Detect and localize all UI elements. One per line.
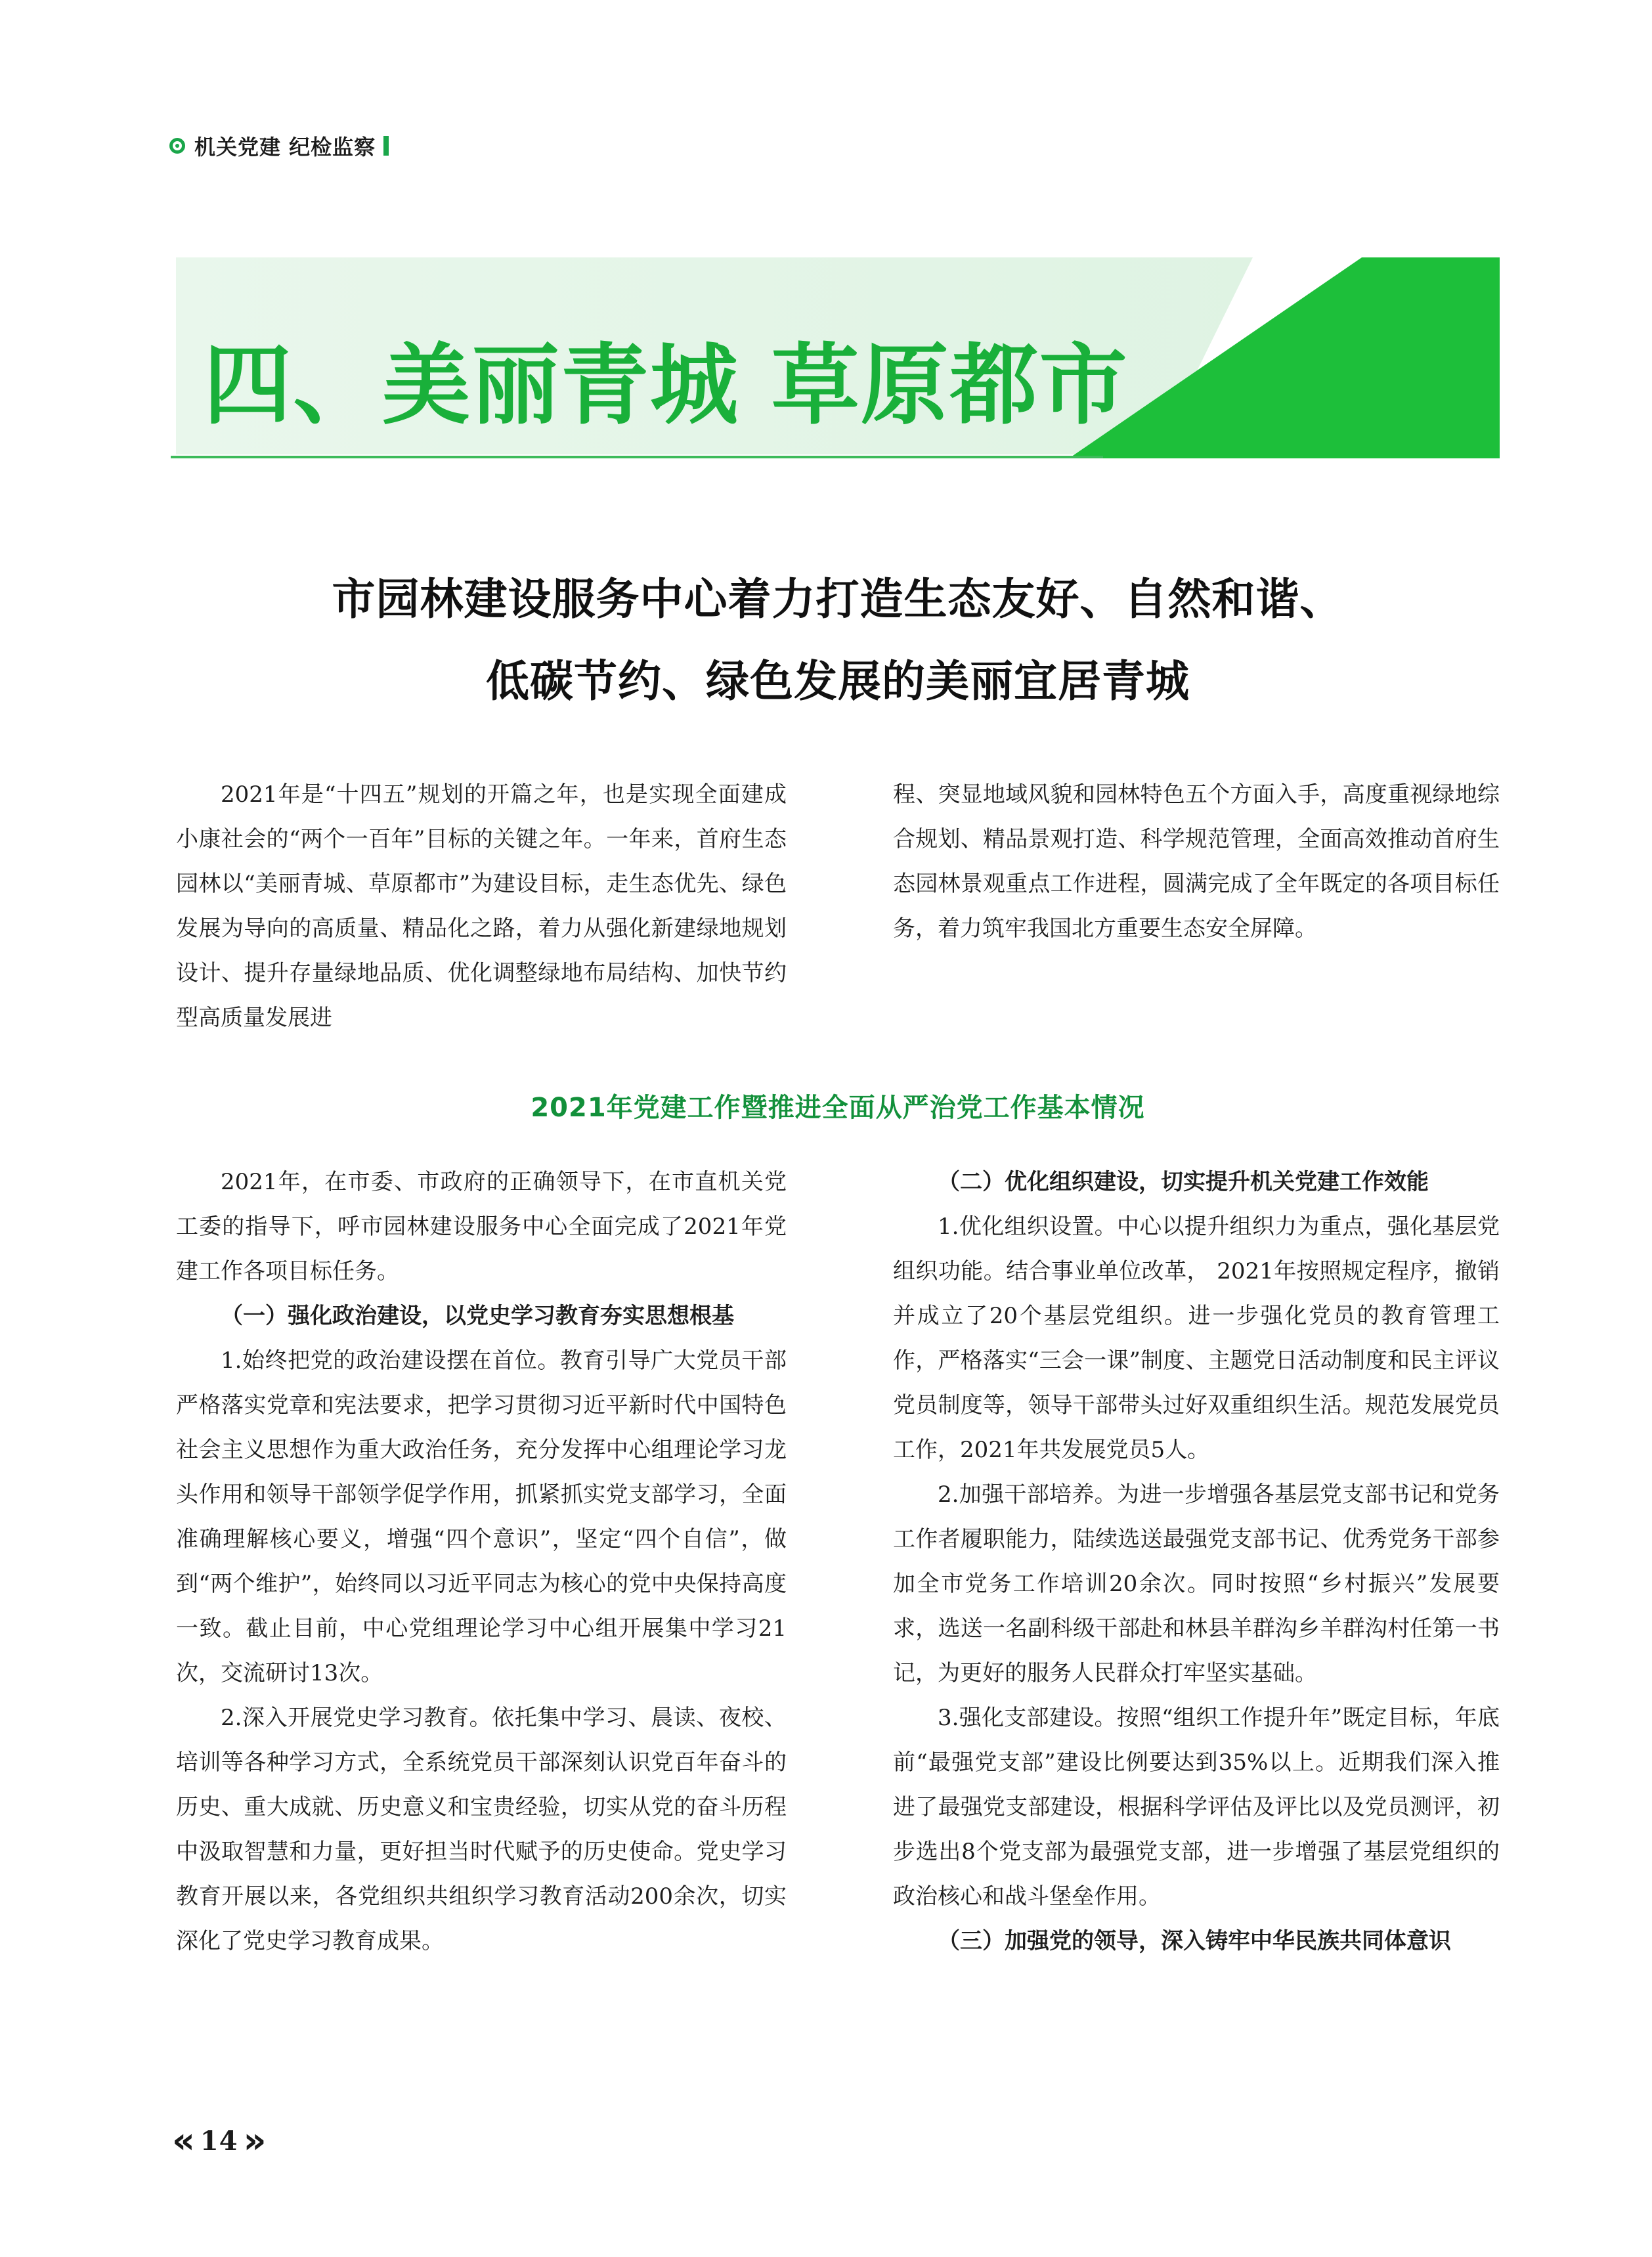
subheading: （三）加强党的领导，深入铸牢中华民族共同体意识: [938, 1928, 1451, 1954]
paragraph-lead: 3.强化支部建设。: [938, 1705, 1117, 1731]
body-paragraph: [176, 1696, 787, 1963]
paragraph-lead: 2.加强干部培养。: [938, 1481, 1117, 1508]
intro-paragraph-right: 程、突显地域风貌和园林特色五个方面入手，高度重视绿地综合规划、精品景观打造、科学规范管理，全面高效推动首府生态园林景观重点工作进程，圆满完成了全年既定的各项目标任务，着力筑牢我国北方重要生态安全屏障。: [893, 781, 1500, 942]
article-title-line-2: 低碳节约、绿色发展的美丽宜居青城: [486, 656, 1190, 707]
paragraph-text: 按照“组织工作提升年”既定目标，年底前“最强党支部”建设比例要达到35%以上。近期我们深入推进了最强党支部建设，根据科学评估及评比以及党员测评，初步选出8个党支部为最强党支部，进一步增强了基层党组织的政治核心和战斗堡垒作用。: [893, 1705, 1500, 1910]
banner-underline: [171, 456, 1103, 458]
double-chevron-right-icon: »: [243, 2120, 267, 2161]
left-column: [176, 1160, 787, 1963]
right-column: [893, 1160, 1500, 1963]
paragraph-text: 教育引导广大党员干部严格落实党章和宪法要求，把学习贯彻习近平新时代中国特色社会主义思想作为重大政治任务，充分发挥中心组理论学习龙头作用和领导干部领学促学作用，抓紧抓实党支部学习，全面准确理解核心要义，增强“四个意识”，坚定“四个自信”，做到“两个维护”，始终同以习近平同志为核心的党中央保持高度一致。截止目前，中心党组理论学习中心组开展集中学习21次，交流研讨13次。: [176, 1348, 787, 1686]
body-paragraph: [893, 1472, 1500, 1696]
intro-paragraph-left: 2021年是“十四五”规划的开篇之年，也是实现全面建成小康社会的“两个一百年”目标的关键之年。一年来，首府生态园林以“美丽青城、草原都市”为建设目标，走生态优先、绿色发展为导向的高质量、精品化之路，着力从强化新建绿地规划设计、提升存量绿地品质、优化调整绿地布局结构、加快节约型高质量发展进: [176, 781, 787, 1031]
body-paragraph: [893, 1696, 1500, 1919]
page-number: [172, 2120, 266, 2162]
article-title-line-1: 市园林建设服务中心着力打造生态友好、自然和谐、: [332, 574, 1344, 625]
paragraph-text: 依托集中学习、晨读、夜校、培训等各种学习方式，全系统党员干部深刻认识党百年奋斗的历史、重大成就、历史意义和宝贵经验，切实从党的奋斗历程中汲取智慧和力量，更好担当时代赋予的历史使命。党史学习教育开展以来，各党组织共组织学习教育活动200余次，切实深化了党史学习教育成果。: [176, 1705, 787, 1954]
subheading: （二）优化组织建设，切实提升机关党建工作效能: [938, 1169, 1429, 1195]
body-paragraph: [893, 1204, 1500, 1472]
section-title: 2021年党建工作暨推进全面从严治党工作基本情况: [531, 1093, 1145, 1123]
body-paragraph: 2021年，在市委、市政府的正确领导下，在市直机关党工委的指导下，呼市园林建设服务中心全面完成了2021年党建工作各项目标任务。: [176, 1169, 787, 1284]
circle-icon: [169, 138, 185, 154]
page-number-text: 14: [200, 2125, 238, 2157]
paragraph-text: 为进一步增强各基层党支部书记和党务工作者履职能力，陆续选送最强党支部书记、优秀党务干部参加全市党务工作培训20余次。同时按照“乡村振兴”发展要求，选送一名副科级干部赴和林县羊群沟乡羊群沟村任第一书记，为更好的服务人民群众打牢坚实基础。: [893, 1481, 1500, 1686]
subheading: （一）强化政治建设，以党史学习教育夯实思想根基: [221, 1303, 734, 1329]
paragraph-lead: 1.优化组织设置。: [938, 1214, 1117, 1240]
banner-title: 四、美丽青城 草原都市: [204, 334, 1129, 437]
section-label: 机关党建 纪检监察: [194, 135, 376, 160]
header-bar: [383, 136, 389, 156]
body-paragraph: [176, 1338, 787, 1696]
double-chevron-left-icon: «: [172, 2120, 195, 2161]
section-header: [169, 131, 389, 160]
paragraph-lead: 2.深入开展党史学习教育。: [221, 1705, 492, 1731]
paragraph-lead: 1.始终把党的政治建设摆在首位。: [221, 1348, 560, 1374]
paragraph-text: 中心以提升组织力为重点，强化基层党组织功能。结合事业单位改革， 2021年按照规定程序，撤销并成立了20个基层党组织。进一步强化党员的教育管理工作，严格落实“三会一课”制度、主题党日活动制度和民主评议党员制度等，领导干部带头过好双重组织生活。规范发展党员工作，2021年共发展党员5人。: [893, 1214, 1500, 1463]
